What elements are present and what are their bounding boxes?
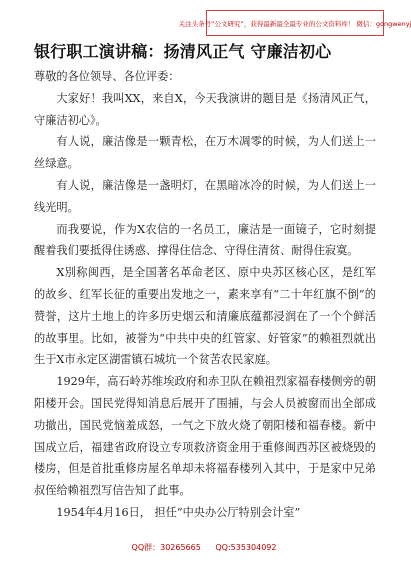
body-paragraph: 有人说，廉洁像是一盏明灯，在黑暗冰冷的时候，为人们送上一线光明。: [34, 178, 376, 214]
page-footer: [0, 542, 408, 553]
document-body: [34, 66, 376, 524]
salutation: 尊敬的各位领导、各位评委：: [34, 70, 180, 83]
body-paragraph: X別称闽西，是全国著名革命老区、原中央苏区核心区，是红军的故乡、红军长征的重要出发地之一，素来享有“二十年红旗不倒”的赞誉，这片土地上的许多历史烟云和清廉底蕴都浸润在了一个个鲜活的故事里。比如，被誉为“中共中央的红管家、好管家”的赖祖烈就出生于X市永定区湖雷镇石城坑一个贫苦农民家庭。: [34, 266, 376, 367]
footer-qq: QQ:535304092: [215, 543, 277, 552]
header-banner: [178, 10, 411, 36]
body-paragraph: 1929年，高石岭苏维埃政府和赤卫队在赖祖烈家福春楼侧旁的朝阳楼开会。国民党得知消息后展开了围捕，与会人员被窗而出全部成功撤出，国民党恼羞成怒，一气之下放火烧了朝阳楼和福春楼。新中国成立后，福建省政府设立专项救济资金用于重修闽西苏区被烧毁的楼房，但是首批重修房屋名单却未将福春楼列入其中，于是家中兄弟叔侄给赖祖烈写信告知了此事。: [34, 375, 376, 498]
body-paragraph: 1954年4月16日， 担任“中央办公厅特别会计室”: [56, 505, 301, 519]
body-paragraph: 而我要说，作为X农信的一名员工，廉洁是一面镜子，它时刻提醒着我们要抵得住诱惑、撑得住信念、守得住清贫、耐得住寂寞。: [34, 222, 376, 258]
banner-text: 关注头条号“公文研究”，获得最新最全最专业的公文资料库！ 微信：gongwenyj: [178, 19, 411, 28]
body-paragraph: 大家好！我叫XX，来自X，今天我演讲的题目是《扬清风正气，守廉洁初心》。: [34, 91, 376, 127]
footer-qq-group: QQ群：30265665: [131, 543, 201, 552]
document-title: 银行职工演讲稿：扬清风正气 守廉洁初心: [34, 42, 332, 61]
body-paragraph: 有人说，廉洁像是一颗青松，在万木凋零的时候，为人们送上一丝绿意。: [34, 135, 376, 171]
